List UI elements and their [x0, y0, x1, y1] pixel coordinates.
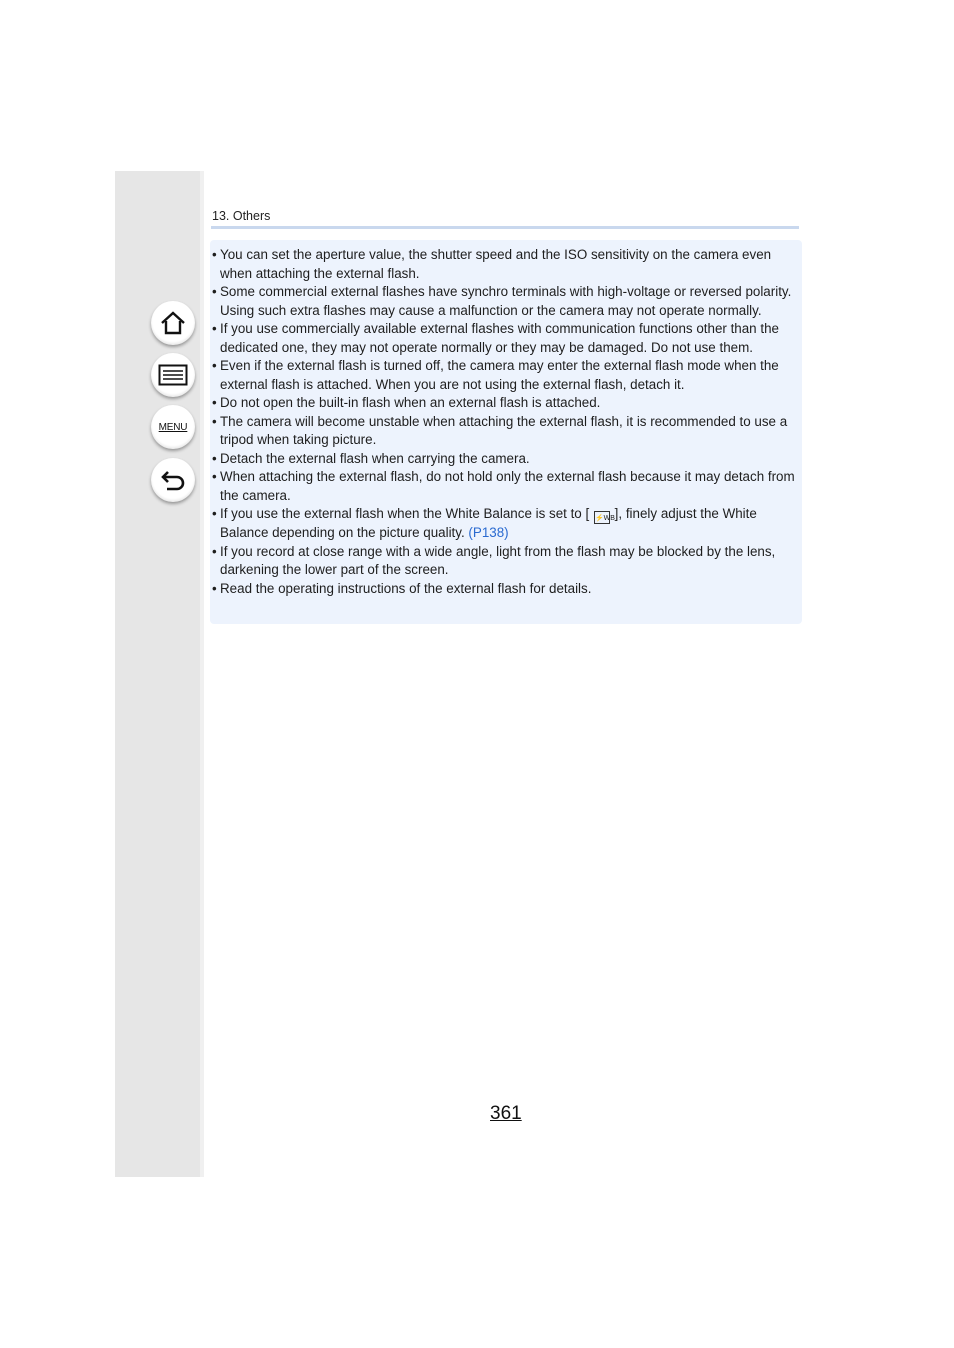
list-item: • Even if the external flash is turned off, the camera may enter the external flash mode when the external flash is attached. When you are not using the external flash, detach it. — [212, 358, 779, 392]
list-item: • When attaching the external flash, do not hold only the external flash because it may detach from the camera. — [212, 469, 795, 503]
list-item: • Detach the external flash when carrying the camera. — [212, 450, 530, 466]
list-item: • Do not open the built-in flash when an external flash is attached. — [212, 395, 601, 410]
list-item: • You can set the aperture value, the shutter speed and the ISO sensitivity on the camera even when attaching the external flash. — [212, 247, 772, 281]
list-item: • Read the operating instructions of the external flash for details. — [212, 580, 592, 596]
flash-white-balance-icon: ⚡WB — [594, 511, 610, 524]
back-arrow-icon — [159, 467, 187, 493]
back-button[interactable] — [151, 458, 195, 502]
list-item: • Some commercial external flashes have synchro terminals with high-voltage or reversed polarity. Using such extra flashes may cause a malfunction or the camera may not operate normally. — [212, 284, 792, 318]
sidebar-edge — [200, 171, 204, 1177]
list-item: • If you use commercially available external flashes with communication functions other than the dedicated one, they may not operate normally or they may be damaged. Do not use them. — [212, 321, 779, 355]
menu-label: MENU — [158, 421, 188, 433]
contents-button[interactable] — [151, 353, 195, 397]
list-item: • The camera will become unstable when attaching the external flash, it is recommended to use a tripod when taking picture. — [212, 413, 788, 447]
page-number: 361 — [490, 1103, 522, 1124]
section-header: 13. Others — [212, 209, 271, 223]
notes-box — [210, 240, 802, 624]
header-divider — [211, 226, 799, 229]
notes-list — [210, 240, 802, 598]
home-icon — [159, 309, 187, 337]
list-icon — [158, 364, 188, 386]
list-item: • If you use the external flash when the White Balance is set to [ ⚡WB ], finely adjust the White Balance depending on the picture quality. (P138) — [212, 506, 757, 540]
home-button[interactable] — [151, 301, 195, 345]
list-item: • If you record at close range with a wide angle, light from the flash may be blocked by the lens, darkening the lower part of the screen. — [212, 543, 776, 577]
menu-button[interactable] — [151, 405, 195, 449]
page-reference-link[interactable]: (P138) — [468, 525, 509, 540]
